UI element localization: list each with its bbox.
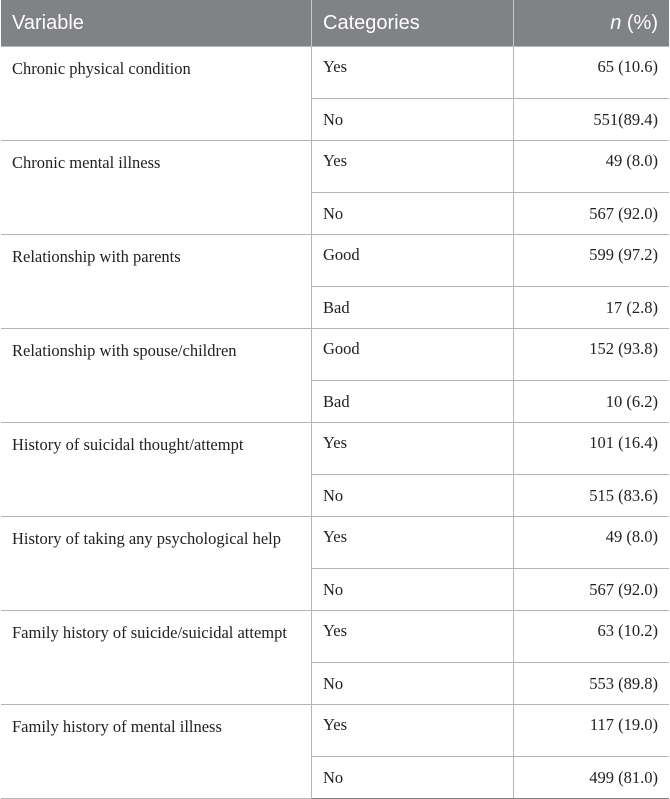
category-cell: No — [312, 663, 514, 705]
header-row — [1, 0, 669, 47]
variable-cell: Family history of suicide/suicidal attempt — [1, 611, 312, 705]
category-cell: Yes — [312, 141, 514, 193]
category-cell: Yes — [312, 47, 514, 99]
value-cell: 567 (92.0) — [514, 193, 670, 235]
value-cell: 553 (89.8) — [514, 663, 670, 705]
variable-cell: Chronic mental illness — [1, 141, 312, 235]
variable-cell: Family history of mental illness — [1, 705, 312, 799]
header-percent: (%) — [621, 11, 658, 34]
table-row — [1, 611, 669, 663]
category-cell: No — [312, 99, 514, 141]
table-row — [1, 141, 669, 193]
table-row — [1, 329, 669, 381]
value-cell: 499 (81.0) — [514, 757, 670, 799]
table-row — [1, 47, 669, 99]
variable-cell: History of suicidal thought/attempt — [1, 423, 312, 517]
table-row — [1, 235, 669, 287]
value-cell: 551(89.4) — [514, 99, 670, 141]
category-cell: Good — [312, 329, 514, 381]
value-cell: 49 (8.0) — [514, 141, 670, 193]
header-categories: Categories — [312, 0, 514, 47]
header-variable: Variable — [1, 0, 312, 47]
category-cell: No — [312, 569, 514, 611]
variable-cell: History of taking any psychological help — [1, 517, 312, 611]
value-cell: 49 (8.0) — [514, 517, 670, 569]
category-cell: No — [312, 757, 514, 799]
header-n: n — [610, 11, 622, 34]
category-cell: Bad — [312, 381, 514, 423]
category-cell: No — [312, 193, 514, 235]
category-cell: Yes — [312, 423, 514, 475]
variable-cell: Relationship with spouse/children — [1, 329, 312, 423]
value-cell: 152 (93.8) — [514, 329, 670, 381]
category-cell: Yes — [312, 517, 514, 569]
value-cell: 599 (97.2) — [514, 235, 670, 287]
variable-cell: Chronic physical condition — [1, 47, 312, 141]
header-n-percent — [514, 0, 670, 47]
value-cell: 63 (10.2) — [514, 611, 670, 663]
value-cell: 101 (16.4) — [514, 423, 670, 475]
value-cell: 567 (92.0) — [514, 569, 670, 611]
value-cell: 10 (6.2) — [514, 381, 670, 423]
variable-cell: Relationship with parents — [1, 235, 312, 329]
data-table — [1, 0, 669, 799]
table-row — [1, 423, 669, 475]
value-cell: 65 (10.6) — [514, 47, 670, 99]
category-cell: Bad — [312, 287, 514, 329]
category-cell: Yes — [312, 611, 514, 663]
table-row — [1, 705, 669, 757]
category-cell: No — [312, 475, 514, 517]
value-cell: 515 (83.6) — [514, 475, 670, 517]
category-cell: Good — [312, 235, 514, 287]
category-cell: Yes — [312, 705, 514, 757]
value-cell: 17 (2.8) — [514, 287, 670, 329]
table-row — [1, 517, 669, 569]
value-cell: 117 (19.0) — [514, 705, 670, 757]
